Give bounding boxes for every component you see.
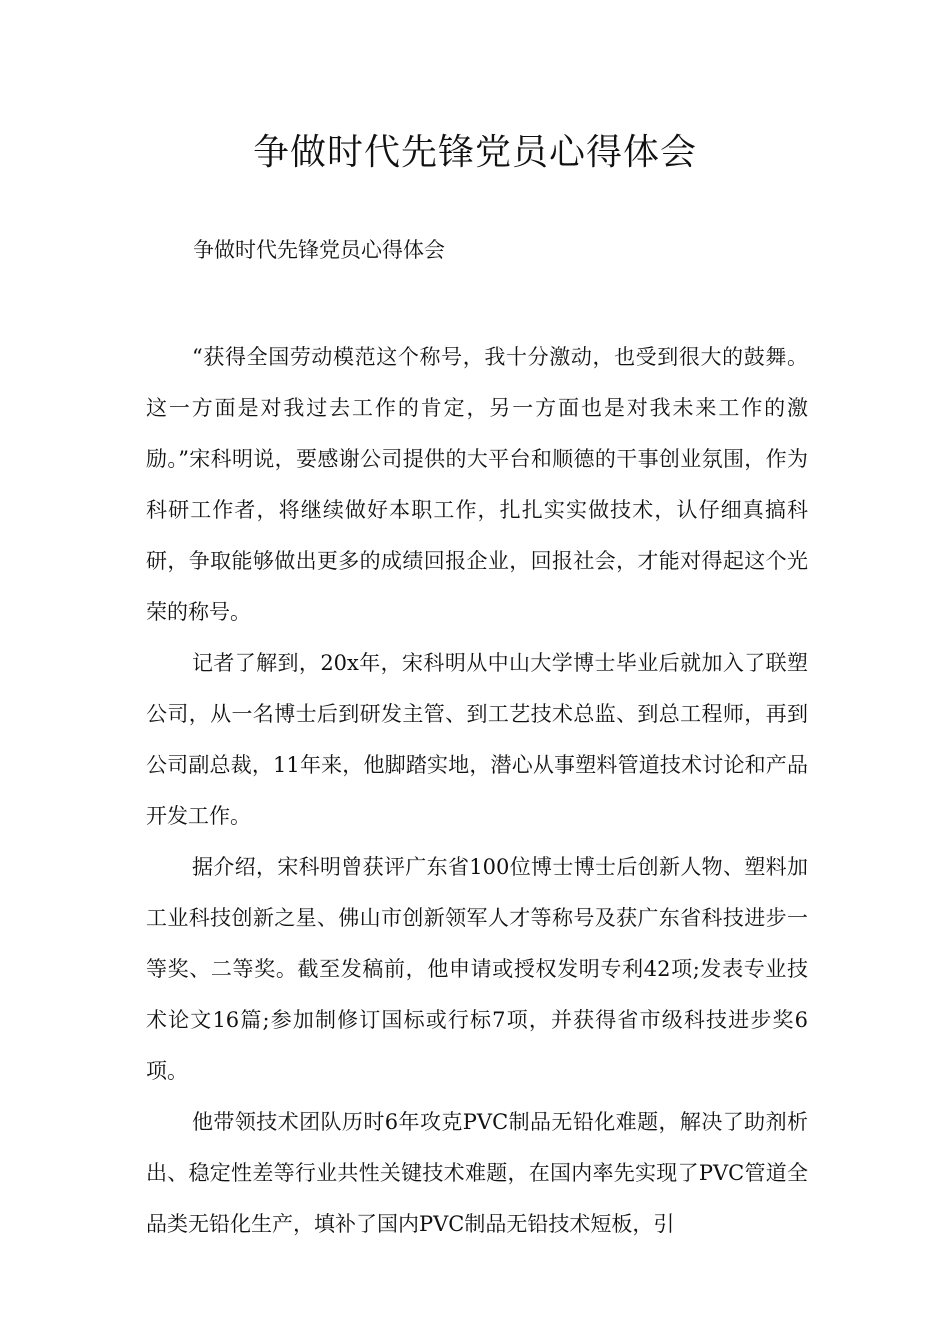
document-subtitle: 争做时代先锋党员心得体会 [193,238,445,262]
paragraph: 记者了解到，20x年，宋科明从中山大学博士毕业后就加入了联塑公司，从一名博士后到研发主管、到工艺技术总监、到总工程师，再到公司副总裁，11年来，他脚踏实地，潜心从事塑料管道技术讨论和产品开发工作。 [146,651,808,828]
document-title: 争做时代先锋党员心得体会 [252,132,697,173]
document-body [146,332,808,1250]
paragraph: 他带领技术团队历时6年攻克PVC制品无铅化难题，解决了助剂析出、稳定性差等行业共性关键技术难题，在国内率先实现了PVC管道全品类无铅化生产，填补了国内PVC制品无铅技术短板，引 [146,1110,808,1236]
paragraph: 据介绍，宋科明曾获评广东省100位博士博士后创新人物、塑料加工业科技创新之星、佛山市创新领军人才等称号及获广东省科技进步一等奖、二等奖。截至发稿前，他申请或授权发明专利42项;发表专业技术论文16篇;参加制修订国标或行标7项，并获得省市级科技进步奖6项。 [146,855,808,1083]
paragraph: “获得全国劳动模范这个称号，我十分激动，也受到很大的鼓舞。这一方面是对我过去工作的肯定，另一方面也是对我未来工作的激励。”宋科明说，要感谢公司提供的大平台和顺德的干事创业氛围，作为科研工作者，将继续做好本职工作，扎扎实实做技术，认仔细真搞科研，争取能够做出更多的成绩回报企业，回报社会，才能对得起这个光荣的称号。 [146,345,808,624]
